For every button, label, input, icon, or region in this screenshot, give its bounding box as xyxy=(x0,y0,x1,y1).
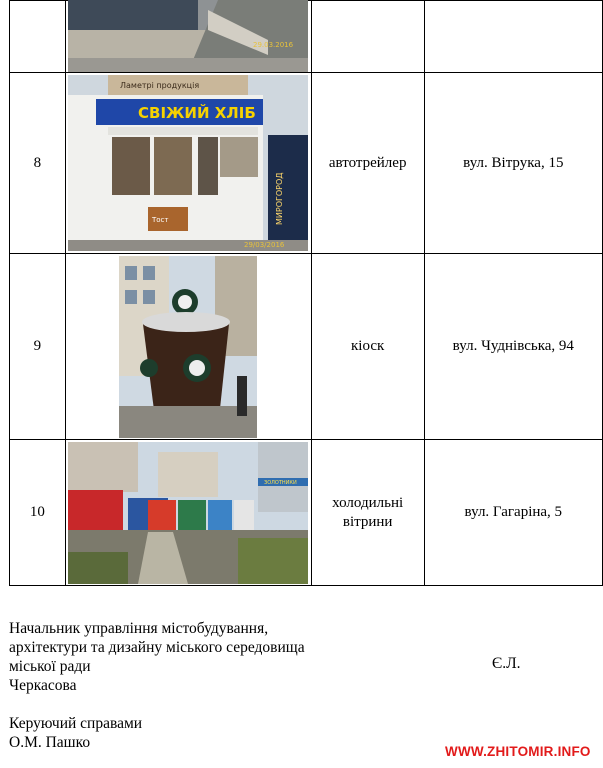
type-cell xyxy=(311,440,424,586)
address-cell: вул. Чуднівська, 94 xyxy=(424,254,602,440)
banner-text: Ламетрі продукція xyxy=(120,81,200,90)
department-head-signature xyxy=(9,619,305,695)
table-row xyxy=(10,440,603,586)
photo-cell xyxy=(65,73,311,254)
photo-cell xyxy=(65,440,311,586)
type-text: холодильні вітрини xyxy=(332,494,404,530)
manager-title: Керуючий справами xyxy=(9,715,143,732)
fridge-showcases-photo xyxy=(68,442,308,584)
street-photo xyxy=(68,0,308,72)
address-cell xyxy=(424,1,602,73)
manager-name: О.М. Пашко xyxy=(9,734,91,751)
type-cell: кіоск xyxy=(311,254,424,440)
table-row xyxy=(10,254,603,440)
photo-cell xyxy=(65,254,311,440)
position-line: міської ради xyxy=(9,658,91,675)
signer-initials: Є.Л. xyxy=(492,655,521,672)
row-number: 9 xyxy=(10,254,66,440)
watermark: WWW.ZHITOMIR.INFO xyxy=(445,744,591,759)
position-line: архітектури та дизайну міського середовища xyxy=(9,639,305,656)
row-number: 10 xyxy=(10,440,66,586)
photo-date-stamp: 29/03/2016 xyxy=(244,241,285,249)
address-cell: вул. Гагаріна, 5 xyxy=(424,440,602,586)
coffee-cup-kiosk-photo xyxy=(119,256,257,438)
trailer-panel-label: Тост xyxy=(152,216,169,224)
row-number: 8 xyxy=(10,73,66,254)
bread-sign: СВІЖИЙ ХЛІБ xyxy=(138,104,257,122)
type-cell: автотрейлер xyxy=(311,73,424,254)
type-cell xyxy=(311,1,424,73)
objects-table xyxy=(9,0,603,586)
photo-date-stamp: 29.03.2016 xyxy=(253,40,294,49)
table-row xyxy=(10,1,603,73)
manager-signature xyxy=(9,714,142,752)
bread-trailer-photo xyxy=(68,75,308,251)
position-line: Начальник управління містобудування, xyxy=(9,620,269,637)
row-number xyxy=(10,1,66,73)
address-cell: вул. Вітрука, 15 xyxy=(424,73,602,254)
signer-name: Черкасова xyxy=(9,677,77,694)
table-row xyxy=(10,73,603,254)
side-sign: МИРОГОРОД xyxy=(275,172,285,225)
shop-sign: ЗОЛОТНИКИ xyxy=(264,479,297,486)
photo-cell xyxy=(65,1,311,73)
